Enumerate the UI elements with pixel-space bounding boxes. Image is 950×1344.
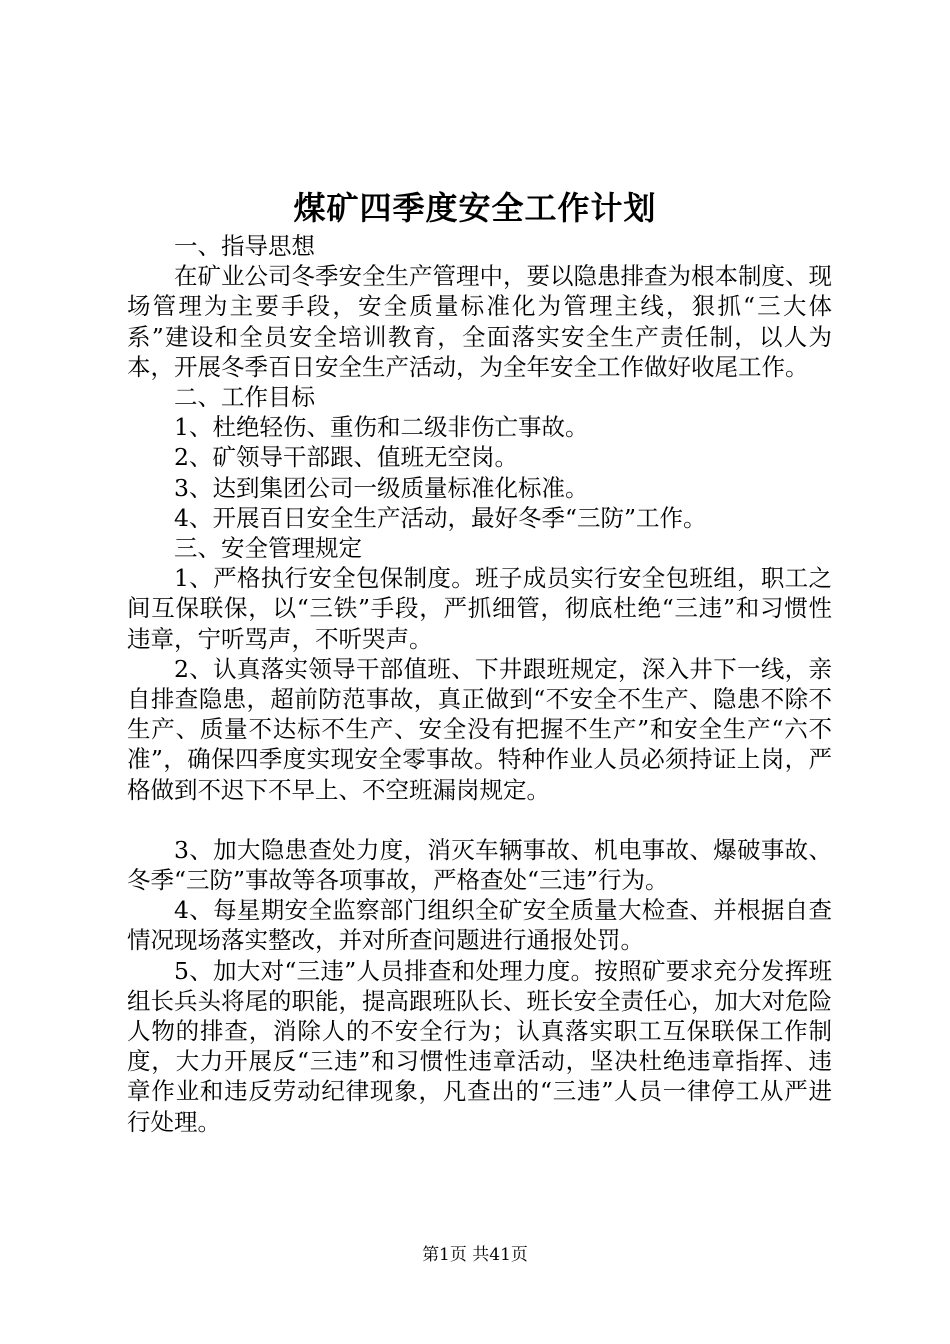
rule-item: 1、严格执行安全包保制度。班子成员实行安全包班组，职工之间互保联保，以“三铁”手段，严抓细管，彻底杜绝“三违”和习惯性违章，宁听骂声，不听哭声。 bbox=[127, 564, 832, 653]
goal-item: 1、杜绝轻伤、重伤和二级非伤亡事故。 bbox=[174, 413, 589, 442]
paragraph-spacer bbox=[127, 805, 832, 835]
rule-item: 5、加大对“三违”人员排查和处理力度。按照矿要求充分发挥班组长兵头将尾的职能，提高跟班队长、班长安全责任心，加大对危险人物的排查，消除人的不安全行为；认真落实职工互保联保工作制度，大力开展反“三违”和习惯性违章活动，坚决杜绝违章指挥、违章作业和违反劳动纪律现象，凡查出的“三违”人员一律停工从严进行处理。 bbox=[127, 956, 832, 1136]
document-body bbox=[127, 231, 832, 1137]
goal-item: 3、达到集团公司一级质量标准化标准。 bbox=[174, 473, 589, 502]
heading-guiding-ideology: 一、指导思想 bbox=[174, 232, 315, 260]
goal-item: 4、开展百日安全生产活动，最好冬季“三防”工作。 bbox=[174, 503, 707, 532]
heading-safety-rules: 三、安全管理规定 bbox=[174, 534, 362, 563]
rule-item: 3、加大隐患查处力度，消灭车辆事故、机电事故、爆破事故、冬季“三防”事故等各项事故，严格查处“三违”行为。 bbox=[127, 835, 832, 895]
rule-item: 2、认真落实领导干部值班、下井跟班规定，深入井下一线，亲自排查隐患，超前防范事故，真正做到“不安全不生产、隐患不除不生产、质量不达标不生产、安全没有把握不生产”和安全生产“六不准”，确保四季度实现安全零事故。特种作业人员必须持证上岗，严格做到不迟下不早上、不空班漏岗规定。 bbox=[127, 654, 832, 804]
paragraph-guiding-ideology: 在矿业公司冬季安全生产管理中，要以隐患排查为根本制度、现场管理为主要手段，安全质量标准化为管理主线，狠抓“三大体系”建设和全员安全培训教育，全面落实安全生产责任制，以人为本，开展冬季百日安全生产活动，为全年安全工作做好收尾工作。 bbox=[127, 262, 832, 381]
heading-work-goals: 二、工作目标 bbox=[174, 383, 315, 412]
goal-item: 2、矿领导干部跟、值班无空岗。 bbox=[174, 443, 518, 472]
rule-item: 4、每星期安全监察部门组织全矿安全质量大检查、并根据自查情况现场落实整改，并对所查问题进行通报处罚。 bbox=[127, 896, 832, 955]
document-title: 煤矿四季度安全工作计划 bbox=[293, 189, 657, 227]
page-number-footer: 第1页 共41页 bbox=[422, 1245, 528, 1265]
